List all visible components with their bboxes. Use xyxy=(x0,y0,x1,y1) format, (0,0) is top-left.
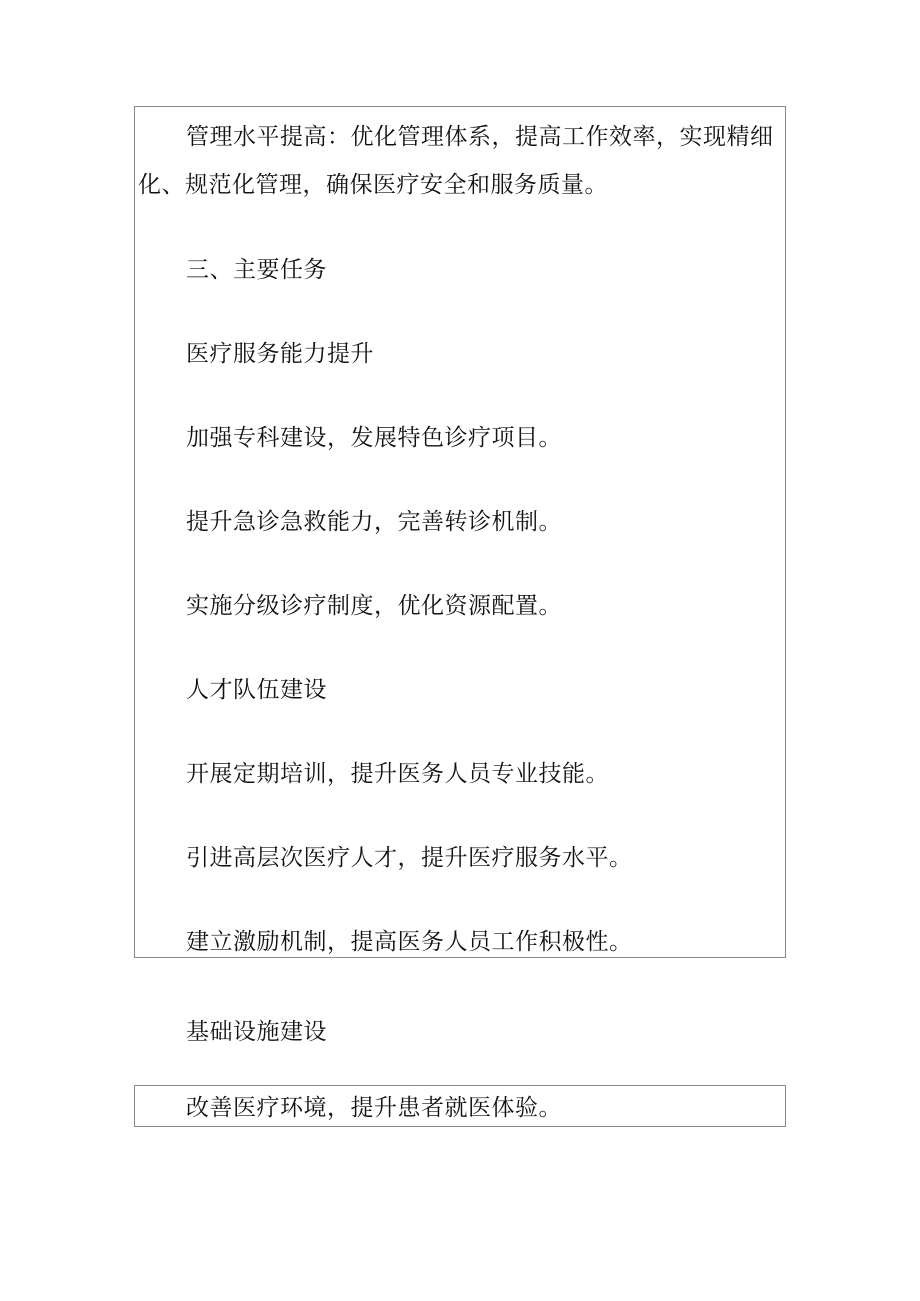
list-item: 实施分级诊疗制度，优化资源配置。 xyxy=(186,593,562,619)
section-heading: 三、主要任务 xyxy=(186,257,327,283)
list-item: 提升急诊急救能力，完善转诊机制。 xyxy=(186,509,562,535)
list-item: 建立激励机制，提高医务人员工作积极性。 xyxy=(186,929,633,955)
subsection-talent: 人才队伍建设 xyxy=(186,677,327,703)
list-item: 开展定期培训，提升医务人员专业技能。 xyxy=(186,761,609,787)
subsection-medical-service: 医疗服务能力提升 xyxy=(186,341,374,367)
list-item: 改善医疗环境，提升患者就医体验。 xyxy=(186,1095,562,1121)
list-item: 加强专科建设，发展特色诊疗项目。 xyxy=(186,425,562,451)
list-item: 引进高层次医疗人才，提升医疗服务水平。 xyxy=(186,845,633,871)
subsection-infrastructure: 基础设施建设 xyxy=(186,1019,327,1045)
intro-paragraph: 管理水平提高：优化管理体系，提高工作效率，实现精细化、规范化管理，确保医疗安全和服务质量。 xyxy=(138,124,774,198)
